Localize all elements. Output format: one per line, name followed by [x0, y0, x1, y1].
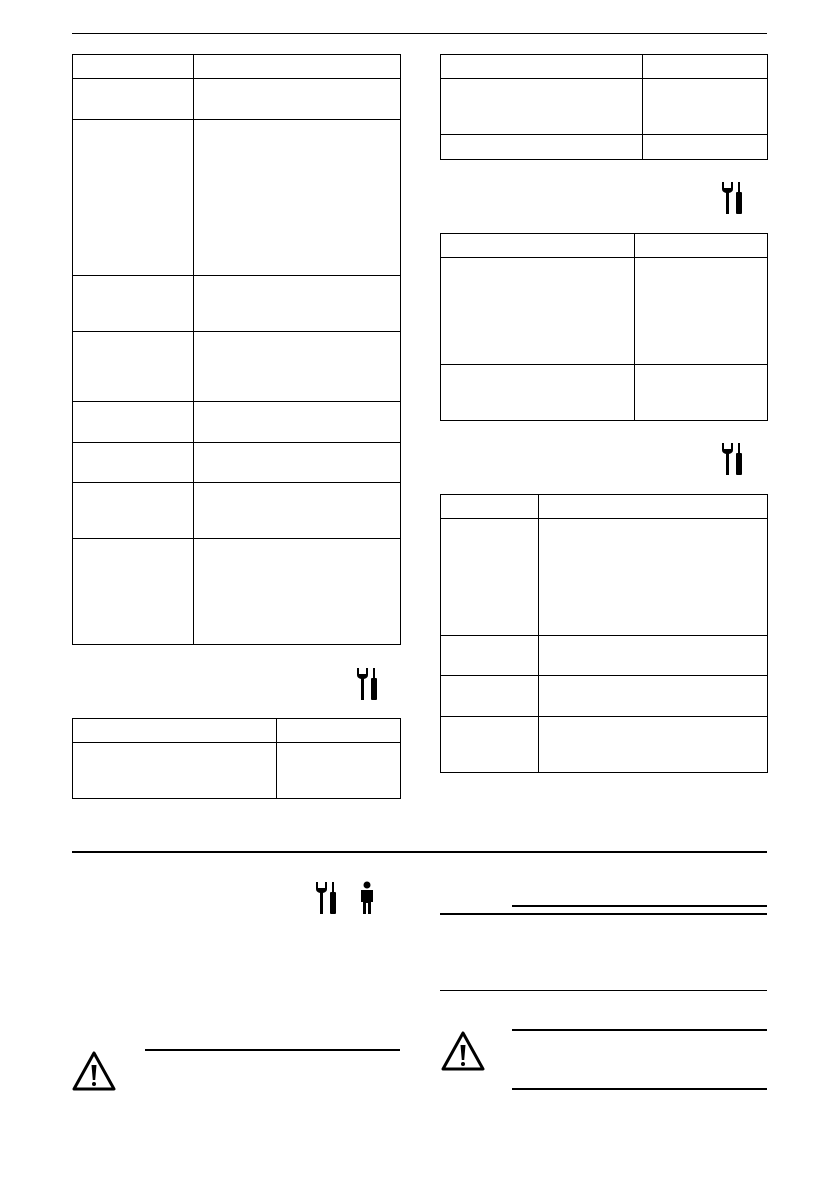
- table-cell: [194, 79, 401, 120]
- table-cell: [539, 717, 768, 773]
- table-cell: [194, 483, 401, 539]
- table-cell: [441, 55, 643, 79]
- warning-rule-right-bottom: [512, 1088, 767, 1090]
- table-row: [441, 717, 768, 773]
- table-row: [441, 636, 768, 676]
- table-cell: [539, 519, 768, 636]
- table-row: [73, 402, 401, 443]
- table-right-middle: [440, 233, 768, 421]
- table-cell: [73, 332, 194, 402]
- table-cell: [441, 717, 539, 773]
- table-cell: [73, 120, 194, 276]
- table-cell: [643, 135, 768, 160]
- table-row: [441, 258, 768, 365]
- warning-rule-right-top: [512, 1029, 767, 1031]
- table-cell: [194, 443, 401, 483]
- table-cell: [73, 719, 277, 743]
- table-row: [441, 365, 768, 421]
- warning-icon: [440, 1030, 486, 1072]
- table-cell: [73, 443, 194, 483]
- table-cell: [73, 743, 277, 799]
- table-row: [73, 79, 401, 120]
- tools-icon: [719, 442, 745, 476]
- table-cell: [194, 120, 401, 276]
- table-cell: [194, 276, 401, 332]
- table-cell: [441, 258, 635, 365]
- table-cell: [194, 332, 401, 402]
- rule-right-2: [440, 913, 767, 915]
- table-row: [73, 483, 401, 539]
- table-cell: [73, 539, 194, 645]
- tools-icon: [354, 667, 380, 701]
- person-icon: [358, 881, 376, 915]
- table-row: [73, 55, 401, 79]
- table-row: [73, 120, 401, 276]
- table-cell: [539, 676, 768, 717]
- table-cell: [441, 519, 539, 636]
- table-cell: [194, 402, 401, 443]
- table-cell: [643, 55, 768, 79]
- section-divider: [72, 851, 767, 853]
- table-cell: [441, 676, 539, 717]
- table-row: [73, 743, 401, 799]
- table-row: [73, 719, 401, 743]
- table-cell: [441, 135, 643, 160]
- table-left-small: [72, 718, 401, 799]
- table-cell: [441, 234, 635, 258]
- table-cell: [441, 365, 635, 421]
- table-cell: [635, 234, 768, 258]
- table-header-cell: [194, 55, 401, 79]
- rule-right-3: [440, 990, 767, 991]
- table-cell: [277, 743, 401, 799]
- table-row: [441, 55, 768, 79]
- table-cell: [73, 402, 194, 443]
- table-row: [441, 79, 768, 135]
- table-cell: [73, 79, 194, 120]
- table-row: [73, 539, 401, 645]
- table-row: [73, 332, 401, 402]
- table-right-top: [440, 54, 768, 160]
- table-cell: [539, 495, 768, 519]
- top-rule: [72, 33, 767, 34]
- table-row: [73, 276, 401, 332]
- table-row: [441, 495, 768, 519]
- table-cell: [73, 483, 194, 539]
- table-cell: [635, 258, 768, 365]
- table-row: [441, 234, 768, 258]
- table-row: [441, 135, 768, 160]
- table-cell: [441, 79, 643, 135]
- warning-rule-left: [145, 1049, 400, 1051]
- table-cell: [441, 636, 539, 676]
- table-row: [73, 443, 401, 483]
- rule-right-1: [512, 905, 767, 907]
- tools-icon: [313, 881, 339, 915]
- tools-icon: [719, 181, 745, 215]
- table-cell: [73, 276, 194, 332]
- table-row: [441, 676, 768, 717]
- table-cell: [643, 79, 768, 135]
- table-cell: [277, 719, 401, 743]
- warning-icon: [71, 1050, 117, 1092]
- table-right-bottom: [440, 494, 768, 773]
- table-cell: [441, 495, 539, 519]
- table-cell: [539, 636, 768, 676]
- table-row: [441, 519, 768, 636]
- table-cell: [635, 365, 768, 421]
- table-header-cell: [73, 55, 194, 79]
- table-cell: [194, 539, 401, 645]
- table-left-main: [72, 54, 401, 645]
